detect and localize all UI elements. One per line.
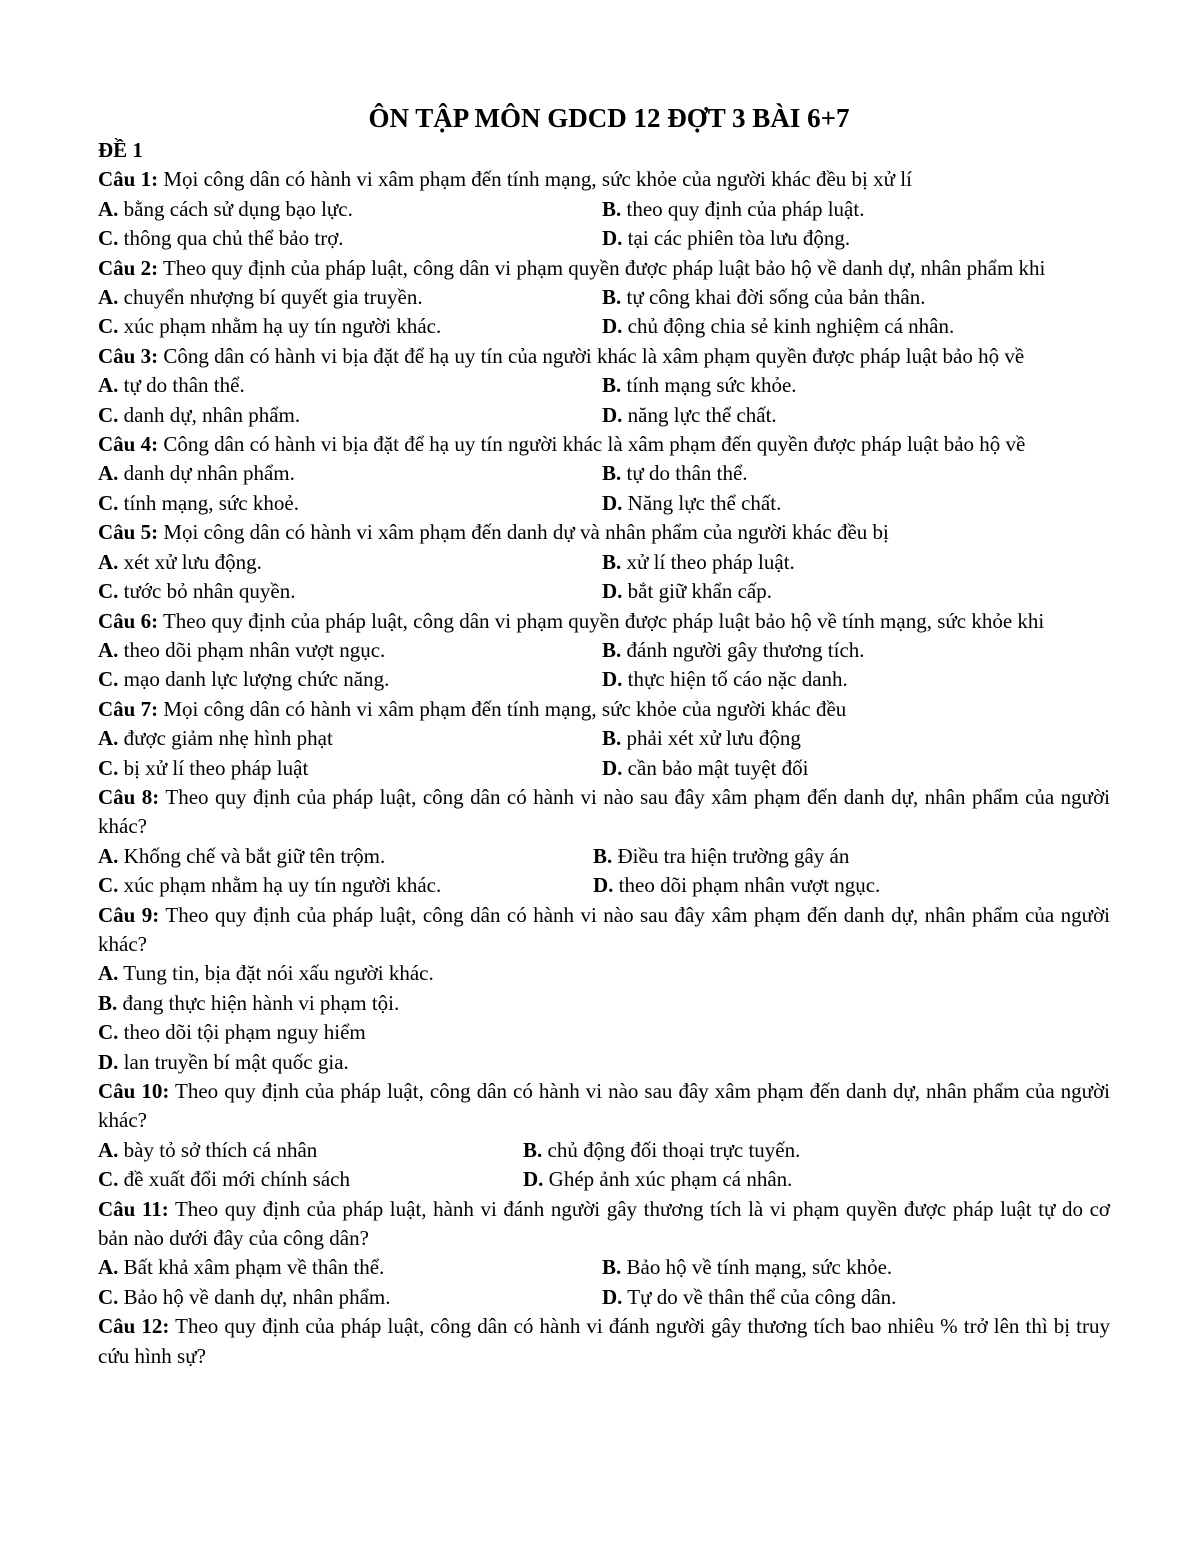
options-row	[98, 754, 1110, 783]
question-text: Theo quy định của pháp luật, công dân có hành vi nào sau đây xâm phạm đến danh dự, nhân phẩm của người khác?	[98, 784, 1111, 839]
option-b: B. phải xét xử lưu động	[602, 726, 801, 751]
section-heading: ĐỀ 1	[98, 138, 143, 162]
page-title: ÔN TẬP MÔN GDCD 12 ĐỢT 3 BÀI 6+7	[368, 103, 850, 133]
question-text: Mọi công dân có hành vi xâm phạm đến tính mạng, sức khỏe của người khác đều bị xử lí	[163, 167, 912, 192]
document-page	[98, 100, 1110, 1371]
question-label: Câu 6:	[98, 608, 159, 633]
question-label: Câu 1:	[98, 167, 159, 192]
question-label: Câu 11:	[98, 1196, 169, 1221]
question-text: Theo quy định của pháp luật, công dân vi phạm quyền được pháp luật bảo hộ về tính mạng, sức khỏe khi	[162, 608, 1045, 633]
option-b: B. xử lí theo pháp luật.	[602, 549, 795, 574]
option-b: B. chủ động đối thoại trực tuyến.	[523, 1137, 801, 1162]
question-text: Theo quy định của pháp luật, công dân có hành vi đánh người gây thương tích bao nhiêu % trở lên thì bị truy cứu hình sự?	[98, 1314, 1110, 1368]
option-d: D. thực hiện tố cáo nặc danh.	[602, 667, 848, 692]
options-row	[98, 842, 1110, 871]
options-row	[98, 1253, 1110, 1282]
question-text: Mọi công dân có hành vi xâm phạm đến tính mạng, sức khỏe của người khác đều	[163, 696, 847, 721]
question-text: Theo quy định của pháp luật, hành vi đánh người gây thương tích là vi phạm quyền được pháp luật tự do cơ bản nào dưới đây của công dân?	[98, 1196, 1110, 1251]
option-a: A. Tung tin, bịa đặt nói xấu người khác.	[98, 961, 434, 986]
question-1	[98, 165, 1110, 194]
option-b: B. Điều tra hiện trường gây án	[593, 843, 850, 868]
question-12	[98, 1312, 1110, 1371]
option-a: A. bày tỏ sở thích cá nhân	[98, 1137, 318, 1162]
option-d: D. bắt giữ khẩn cấp.	[602, 579, 773, 604]
question-2	[98, 254, 1110, 283]
question-label: Câu 7:	[98, 696, 159, 721]
option-d: D. Ghép ảnh xúc phạm cá nhân.	[523, 1167, 793, 1192]
question-label: Câu 3:	[98, 343, 159, 368]
option-c: C. xúc phạm nhằm hạ uy tín người khác.	[98, 873, 442, 898]
question-text: Mọi công dân có hành vi xâm phạm đến danh dự và nhân phẩm của người khác đều bị	[163, 520, 889, 545]
option-a: A. tự do thân thể.	[98, 373, 245, 398]
options-row	[98, 577, 1110, 606]
option-b: B. theo quy định của pháp luật.	[602, 196, 865, 221]
options-row	[98, 1165, 1110, 1194]
option-a: A. theo dõi phạm nhân vượt ngục.	[98, 637, 386, 662]
question-text: Theo quy định của pháp luật, công dân có hành vi nào sau đây xâm phạm đến danh dự, nhân phẩm của người khác?	[98, 902, 1111, 956]
options-row	[98, 636, 1110, 665]
option-c: C. tước bỏ nhân quyền.	[98, 579, 296, 604]
option-a: A. bằng cách sử dụng bạo lực.	[98, 196, 353, 221]
options-row	[98, 459, 1110, 488]
options-row	[98, 371, 1110, 400]
option-c: C. thông qua chủ thể bảo trợ.	[98, 226, 344, 251]
options-row	[98, 1136, 1110, 1165]
option-d: D. theo dõi phạm nhân vượt ngục.	[593, 873, 881, 898]
option-b: B. Bảo hộ về tính mạng, sức khỏe.	[602, 1255, 893, 1280]
question-label: Câu 2:	[98, 255, 159, 280]
question-11	[98, 1195, 1110, 1254]
option-b: B. tự công khai đời sống của bản thân.	[602, 285, 926, 310]
question-text: Theo quy định của pháp luật, công dân vi phạm quyền được pháp luật bảo hộ về danh dự, nhân phẩm khi	[162, 255, 1046, 280]
question-label: Câu 9:	[98, 902, 160, 927]
option-c: C. tính mạng, sức khoẻ.	[98, 490, 299, 515]
options-row	[98, 665, 1110, 694]
option-c: C. bị xử lí theo pháp luật	[98, 755, 309, 780]
options-row	[98, 195, 1110, 224]
option-a: A. danh dự nhân phẩm.	[98, 461, 295, 486]
options-row	[98, 548, 1110, 577]
option-a: A. Khống chế và bắt giữ tên trộm.	[98, 843, 386, 868]
option-a: A. được giảm nhẹ hình phạt	[98, 726, 333, 751]
question-4	[98, 430, 1110, 459]
option-c: C. Bảo hộ về danh dự, nhân phẩm.	[98, 1284, 391, 1309]
question-label: Câu 8:	[98, 784, 160, 809]
option-d: D. năng lực thể chất.	[602, 402, 777, 427]
question-8	[98, 783, 1110, 842]
options-row	[98, 871, 1110, 900]
options-row	[98, 489, 1110, 518]
question-9	[98, 901, 1110, 960]
options-row	[98, 224, 1110, 253]
option-a: A. chuyển nhượng bí quyết gia truyền.	[98, 285, 423, 310]
option-c: C. mạo danh lực lượng chức năng.	[98, 667, 390, 692]
question-text: Công dân có hành vi bịa đặt để hạ uy tín của người khác là xâm phạm quyền được pháp luật bảo hộ về	[163, 343, 1025, 368]
question-5	[98, 518, 1110, 547]
option-b: B. đang thực hiện hành vi phạm tội.	[98, 990, 400, 1015]
question-10	[98, 1077, 1110, 1136]
option-d: D. tại các phiên tòa lưu động.	[602, 226, 851, 251]
option-d: D. lan truyền bí mật quốc gia.	[98, 1049, 349, 1074]
option-c: C. đề xuất đổi mới chính sách	[98, 1167, 350, 1192]
question-label: Câu 5:	[98, 520, 159, 545]
option-d: D. chủ động chia sẻ kinh nghiệm cá nhân.	[602, 314, 955, 339]
option-a: A. Bất khả xâm phạm về thân thể.	[98, 1255, 385, 1280]
option-b: B. tính mạng sức khỏe.	[602, 373, 797, 398]
options-row	[98, 283, 1110, 312]
question-label: Câu 10:	[98, 1079, 170, 1103]
question-3	[98, 342, 1110, 371]
question-6	[98, 607, 1110, 636]
option-a: A. xét xử lưu động.	[98, 549, 262, 574]
option-c: C. theo dõi tội phạm nguy hiểm	[98, 1020, 366, 1045]
option-c: C. danh dự, nhân phẩm.	[98, 402, 301, 427]
question-text: Theo quy định của pháp luật, công dân có hành vi nào sau đây xâm phạm đến danh dự, nhân phẩm của người khác?	[98, 1079, 1111, 1133]
option-c: C. xúc phạm nhằm hạ uy tín người khác.	[98, 314, 442, 339]
option-b: B. đánh người gây thương tích.	[602, 637, 865, 662]
question-label: Câu 4:	[98, 432, 159, 457]
options-row	[98, 312, 1110, 341]
options-row	[98, 401, 1110, 430]
question-text: Công dân có hành vi bịa đặt để hạ uy tín người khác là xâm phạm đến quyền được pháp luật bảo hộ về	[163, 432, 1026, 457]
question-7	[98, 695, 1110, 724]
options-row	[98, 1283, 1110, 1312]
option-d: D. Năng lực thể chất.	[602, 490, 782, 515]
option-d: D. cần bảo mật tuyệt đối	[602, 755, 809, 780]
options-row	[98, 724, 1110, 753]
option-d: D. Tự do về thân thể của công dân.	[602, 1284, 897, 1309]
option-b: B. tự do thân thể.	[602, 461, 748, 486]
question-label: Câu 12:	[98, 1314, 170, 1339]
